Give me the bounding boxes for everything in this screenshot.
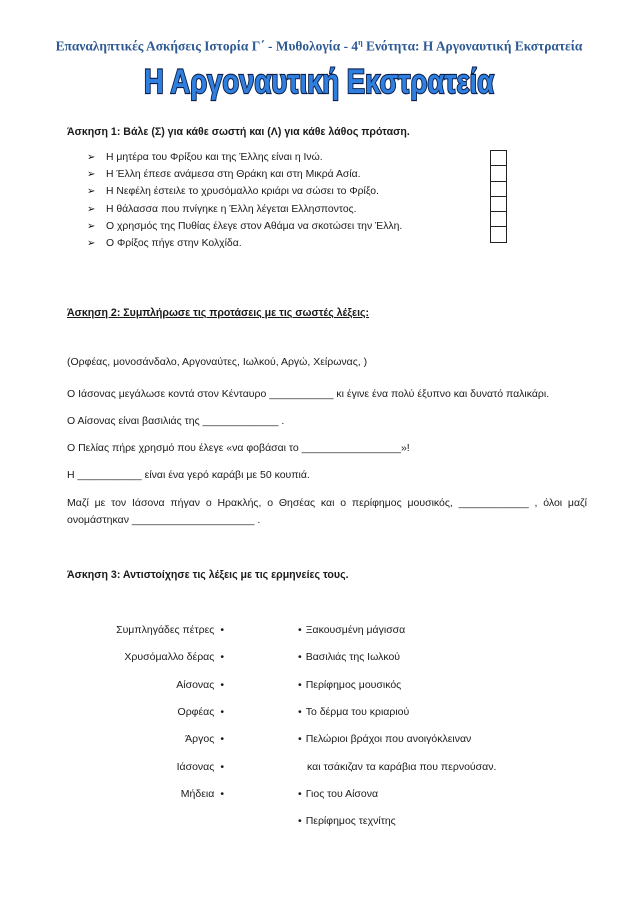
title-text: Η Αργοναυτική Εκστρατεία — [144, 63, 495, 101]
true-false-list — [87, 149, 514, 252]
arrow-bullet-icon: ➢ — [87, 169, 96, 181]
arrow-bullet-icon: ➢ — [87, 152, 96, 163]
match-definition-continued: και τσάκιζαν τα καράβια που περνούσαν. — [307, 761, 497, 773]
statement-text: Η μητέρα του Φρίξου και της Έλλης είναι η Ινώ. — [106, 152, 323, 163]
answer-box-6[interactable] — [490, 226, 507, 242]
match-definition[interactable]: • Γιος του Αίσονα — [298, 788, 379, 800]
list-item — [87, 235, 514, 252]
match-term[interactable]: Μήδεια • — [180, 788, 224, 800]
list-item — [87, 218, 514, 235]
exercise-3-title: Άσκηση 3: Αντιστοίχησε τις λέξεις με τις ερμηνείες τους. — [67, 569, 349, 581]
list-item — [87, 183, 514, 200]
match-term[interactable]: Ιάσονας • — [176, 761, 224, 773]
list-item — [87, 149, 514, 166]
header-text-start: Επαναληπτικές Ασκήσεις Ιστορία Γ΄ - Μυθολογία - 4 — [55, 38, 359, 54]
worksheet-title — [0, 60, 638, 104]
fill-sentence-3: Ο Πελίας πήρε χρησμό που έλεγε «να φοβάσαι το _________________»! — [67, 442, 410, 454]
match-term[interactable]: Αίσονας • — [176, 679, 224, 691]
arrow-bullet-icon: ➢ — [87, 237, 96, 249]
answer-boxes — [490, 150, 507, 242]
match-definition[interactable]: • Το δέρμα του κριαριού — [298, 706, 410, 718]
arrow-bullet-icon: ➢ — [87, 186, 96, 198]
match-definition[interactable]: • Ξακουσμένη μάγισσα — [298, 624, 406, 636]
fill-sentence-1: Ο Ιάσονας μεγάλωσε κοντά στον Κένταυρο ___________ κι έγινε ένα πολύ έξυπνο και δυνατό παλικάρι. — [67, 388, 550, 400]
page-header — [0, 38, 638, 54]
arrow-bullet-icon: ➢ — [87, 203, 96, 215]
header-superscript: η — [358, 38, 363, 47]
answer-box-4[interactable] — [490, 196, 507, 212]
match-definition[interactable]: • Περίφημος τεχνίτης — [298, 815, 396, 827]
match-definition[interactable]: • Πελώριοι βράχοι που ανοιγόκλειναν — [298, 733, 472, 745]
answer-box-5[interactable] — [490, 211, 507, 227]
match-term[interactable]: Χρυσόμαλλο δέρας • — [124, 651, 224, 663]
title-wordart — [0, 60, 638, 104]
answer-box-2[interactable] — [490, 165, 507, 181]
match-term[interactable]: Ορφέας • — [177, 706, 224, 718]
match-term[interactable]: Άργος • — [185, 733, 224, 745]
statement-text: Η Έλλη έπεσε ανάμεσα στη Θράκη και στη Μικρά Ασία. — [106, 169, 361, 181]
list-item — [87, 166, 514, 183]
header-text-end: Ενότητα: Η Αργοναυτική Εκστρατεία — [362, 38, 583, 54]
statement-text: Ο χρησμός της Πυθίας έλεγε στον Αθάμα να σκοτώσει την Έλλη. — [106, 220, 403, 232]
statement-text: Ο Φρίξος πήγε στην Κολχίδα. — [106, 237, 242, 249]
match-term[interactable]: Συμπληγάδες πέτρες • — [116, 624, 224, 636]
match-definition[interactable]: • Περίφημος μουσικός — [298, 679, 402, 691]
fill-sentence-4: Η ___________ είναι ένα γερό καράβι με 50 κουπιά. — [67, 469, 310, 481]
match-definition[interactable]: • Βασιλιάς της Ιωλκού — [298, 651, 401, 663]
statement-text: Η Νεφέλη έστειλε το χρυσόμαλλο κριάρι να σώσει το Φρίξο. — [106, 186, 379, 198]
arrow-bullet-icon: ➢ — [87, 220, 96, 232]
fill-sentence-5-line-2: ονομάστηκαν _____________________ . — [67, 514, 261, 526]
list-item — [87, 201, 514, 218]
answer-box-3[interactable] — [490, 181, 507, 197]
exercise-2-title: Άσκηση 2: Συμπλήρωσε τις προτάσεις με τις σωστές λέξεις: — [67, 307, 370, 319]
exercise-1-title: Άσκηση 1: Βάλε (Σ) για κάθε σωστή και (Λ) για κάθε λάθος πρόταση. — [67, 126, 410, 138]
fill-sentence-2: Ο Αίσονας είναι βασιλιάς της _____________ . — [67, 415, 285, 427]
statement-text: Η θάλασσα που πνίγηκε η Έλλη λέγεται Ελλησποντος. — [106, 203, 357, 215]
word-bank: (Ορφέας, μονοσάνδαλο, Αργοναύτες, Ιωλκού, Αργώ, Χείρωνας, ) — [67, 356, 368, 368]
answer-box-1[interactable] — [490, 150, 507, 166]
fill-sentence-5-line-1: Μαζί με τον Ιάσονα πήγαν ο Ηρακλής, ο Θησέας και ο περίφημος μουσικός, ____________ , όλοι μαζί — [67, 497, 587, 509]
